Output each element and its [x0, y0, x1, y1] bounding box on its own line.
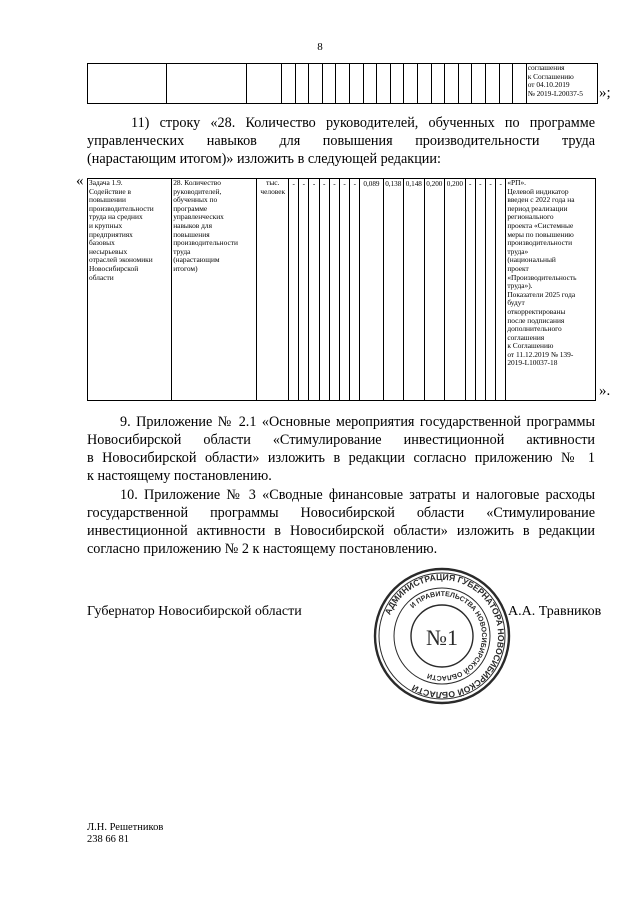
note-line: соглашения — [527, 63, 565, 72]
note-line: дополнительного — [507, 324, 562, 334]
seal-stamp-icon — [372, 566, 512, 706]
item-11-line-2: управленческих навыков для повышения производительности труда — [87, 133, 595, 149]
task-line: предприятиях — [89, 229, 133, 239]
table-cell — [349, 64, 363, 104]
task-line: Новосибирской — [89, 263, 139, 273]
indicator-line: программе — [173, 203, 208, 213]
value-cell: 0,138 — [383, 179, 404, 401]
indicator-line: труда — [173, 246, 191, 256]
note-line: № 2019-L20037-5 — [527, 88, 583, 98]
note-line: регионального — [507, 212, 554, 222]
table-cell — [404, 64, 418, 104]
value-cell: 0,089 — [360, 179, 383, 401]
note-line: от 04.10.2019 — [527, 80, 570, 90]
item-9-line-1: 9. Приложение № 2.1 «Основные мероприятия государственной программы — [120, 414, 595, 430]
indicator-line: (нарастающим — [173, 255, 220, 265]
task-line: и крупных — [89, 220, 123, 230]
note-line: будут — [507, 298, 525, 308]
value-cell: 0,200 — [424, 179, 445, 401]
indicator-line: повышения — [173, 229, 210, 239]
item-9-line-3: в Новосибирской области» изложить в редакции согласно приложению № 1 — [87, 450, 595, 466]
task-line: Содействие в — [89, 186, 131, 196]
note-line: соглашения — [507, 332, 545, 342]
note-line: «Производительность — [507, 272, 577, 282]
indicator-row-table — [87, 178, 596, 401]
value-cell: - — [309, 179, 319, 401]
governor-position: Губернатор Новосибирской области — [87, 604, 302, 619]
table-fragment-top — [87, 63, 598, 104]
value-cell: - — [319, 179, 329, 401]
table-cell — [167, 64, 247, 104]
item-9-line-2: Новосибирской области «Стимулирование инвестиционной активности — [87, 432, 595, 448]
value-cell: - — [496, 179, 506, 401]
task-cell — [88, 179, 172, 401]
note-line: после подписания — [507, 315, 565, 325]
note-line: период реализации — [507, 203, 568, 213]
opening-quote: « — [76, 173, 84, 189]
note-line: (национальный — [507, 255, 556, 265]
note-line: производительности — [507, 238, 573, 248]
note-line: Целевой индикатор — [507, 186, 569, 196]
note-line: труда»). — [507, 281, 533, 291]
table-cell — [417, 64, 431, 104]
table-cell — [499, 64, 513, 104]
governor-name: А.А. Травников — [508, 604, 602, 619]
note-line: проект — [507, 263, 529, 273]
unit-line: человек — [260, 186, 286, 196]
closing-quote-bottom: ». — [599, 383, 611, 399]
task-line: производительности — [89, 203, 154, 213]
task-line: базовых — [89, 238, 115, 248]
table-cell — [485, 64, 499, 104]
note-cell — [506, 179, 596, 401]
note-line: от 11.12.2019 № 139- — [507, 349, 574, 359]
value-cell: 0,200 — [445, 179, 466, 401]
note-line: к Соглашению — [507, 341, 554, 351]
table-cell — [513, 64, 527, 104]
svg-text:АДМИНИСТРАЦИЯ ГУБЕРНАТОРА НОВО: АДМИНИСТРАЦИЯ ГУБЕРНАТОРА НОВОСИБИРСКОЙ ОБЛАСТИ — [382, 571, 507, 701]
svg-text:И ПРАВИТЕЛЬСТВА НОВОСИБИРСКОЙ: И ПРАВИТЕЛЬСТВА НОВОСИБИРСКОЙ ОБЛАСТИ — [409, 590, 488, 682]
note-line: Показатели 2025 года — [507, 289, 576, 299]
table-cell — [431, 64, 445, 104]
note-cell — [526, 64, 597, 104]
table-cell — [247, 64, 282, 104]
table-cell — [336, 64, 350, 104]
item-10-line-4: согласно приложению № 2 к настоящему постановлению. — [87, 541, 438, 557]
table-cell — [295, 64, 309, 104]
table-cell — [445, 64, 459, 104]
executor-name: Л.Н. Решетников — [87, 822, 164, 833]
value-cell: - — [475, 179, 485, 401]
item-11-line-3: (нарастающим итогом)» изложить в следующей редакции: — [87, 151, 441, 167]
note-line: 2019-L10037-18 — [507, 358, 558, 368]
indicator-line: 28. Количество — [173, 178, 221, 187]
official-seal — [372, 566, 512, 706]
note-line: введен с 2022 года на — [507, 195, 575, 205]
table-cell — [377, 64, 391, 104]
table-cell — [390, 64, 404, 104]
value-cell: - — [485, 179, 495, 401]
unit-line: тыс. — [266, 178, 280, 187]
item-9-line-4: к настоящему постановлению. — [87, 468, 272, 484]
task-line: Задача 1.9. — [89, 178, 123, 187]
table-cell — [282, 64, 296, 104]
indicator-line: итогом) — [173, 263, 198, 273]
indicator-line: руководителей, — [173, 186, 222, 196]
task-line: несырьевых — [89, 246, 128, 256]
task-line: повышении — [89, 195, 126, 205]
table-cell — [363, 64, 377, 104]
value-cell: - — [465, 179, 475, 401]
value-cell: - — [299, 179, 309, 401]
table-cell — [458, 64, 472, 104]
note-line: откорректированы — [507, 306, 566, 316]
page-number: 8 — [317, 41, 323, 53]
task-line: труда на средних — [89, 212, 143, 222]
note-line: проекта «Системные — [507, 220, 574, 230]
item-10-line-1: 10. Приложение № 3 «Сводные финансовые затраты и налоговые расходы — [120, 487, 595, 503]
task-line: области — [89, 272, 114, 282]
table-cell — [472, 64, 486, 104]
indicator-line: обученных по — [173, 195, 218, 205]
table-cell — [309, 64, 323, 104]
item-11-line-1: 11) строку «28. Количество руководителей, обученных по программе — [131, 115, 595, 131]
note-line: меры по повышению — [507, 229, 574, 239]
value-cell: - — [289, 179, 299, 401]
indicator-line: производительности — [173, 238, 238, 248]
indicator-line: навыков для — [173, 220, 212, 230]
value-cell: - — [329, 179, 339, 401]
item-10-line-3: инвестиционной активности в Новосибирской области» изложить в редакции — [87, 523, 595, 539]
unit-cell — [257, 179, 289, 401]
table-cell — [322, 64, 336, 104]
note-line: «РП». — [507, 178, 527, 187]
closing-quote-top: »; — [599, 85, 611, 101]
indicator-line: управленческих — [173, 212, 224, 222]
value-cell: - — [339, 179, 349, 401]
svg-text:№1: №1 — [426, 625, 458, 650]
value-cell: - — [350, 179, 360, 401]
note-line: к Соглашению — [527, 71, 574, 81]
table-cell — [88, 64, 167, 104]
indicator-cell — [172, 179, 257, 401]
executor-phone: 238 66 81 — [87, 834, 129, 845]
note-line: труда» — [507, 246, 529, 256]
value-cell: 0,148 — [404, 179, 425, 401]
item-10-line-2: государственной программы Новосибирской области «Стимулирование — [87, 505, 595, 521]
task-line: отраслей экономики — [89, 255, 153, 265]
